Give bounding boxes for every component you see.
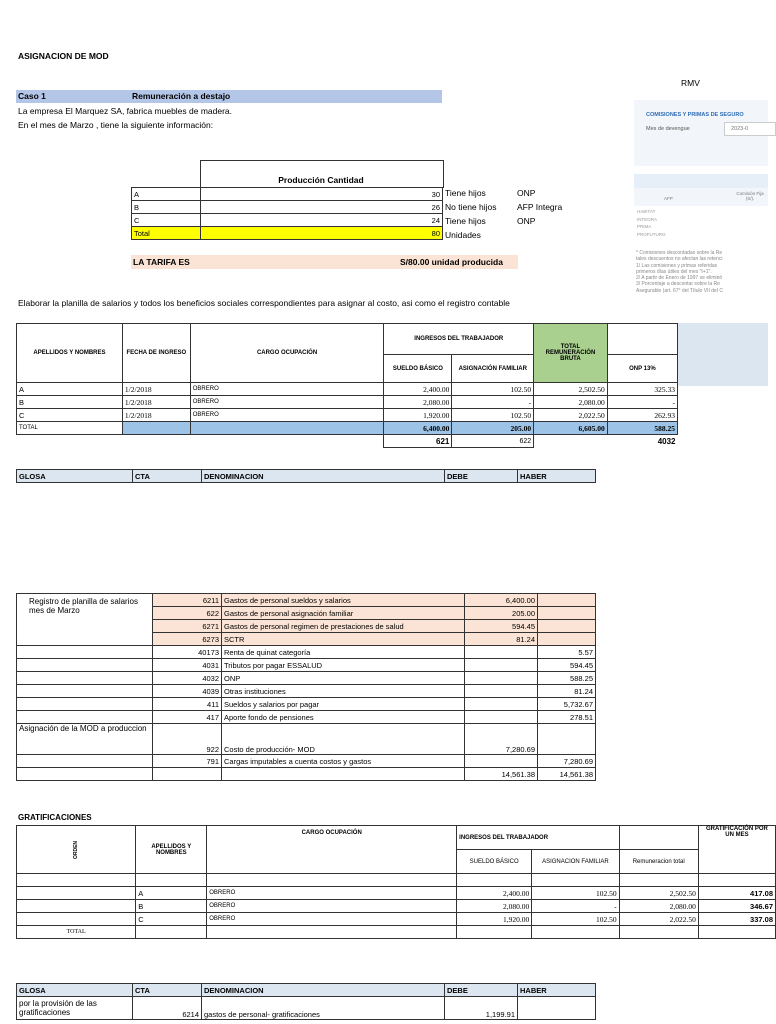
cell-total: 2,022.50 [534, 409, 608, 422]
cell-nombre: B [17, 396, 123, 409]
cell-cta: 4031 [153, 659, 222, 672]
cell-grat: 337.08 [698, 913, 775, 926]
prod-name: B [132, 201, 201, 214]
cell-cta: 40173 [153, 646, 222, 659]
tarifa-label: LA TARIFA ES [133, 257, 190, 267]
sistema-b: AFP Integra [517, 202, 563, 212]
cell-den: Tributos por pagar ESSALUD [222, 659, 465, 672]
cell-haber: 278.51 [538, 711, 596, 724]
h-nombres: APELLIDOS Y NOMBRES [136, 826, 207, 874]
h-asig: ASIGNACION FAMILIAR [532, 850, 619, 874]
sistema-a: ONP [517, 188, 536, 198]
col-afp: AFP [664, 196, 673, 201]
prod-name: A [132, 188, 201, 201]
note: * Comisiones descontadas sobre la Re [636, 250, 723, 256]
cell-debe [465, 646, 538, 659]
h-glosa: GLOSA [17, 470, 133, 483]
cell-den: Otras instituciones [222, 685, 465, 698]
cell-den: Costo de producción- MOD [222, 724, 465, 755]
cell-haber: 5,732.67 [538, 698, 596, 711]
note: 3/ Porcentaje a descontar sobre la Re [636, 281, 720, 288]
cta-row [17, 435, 678, 448]
cell-haber [538, 633, 596, 646]
total-debe: 14,561.38 [465, 768, 538, 781]
total-fill [122, 422, 190, 435]
cell-cargo: OBRERO [190, 409, 384, 422]
cell-onp: 262.93 [607, 409, 677, 422]
col-comision: Comisión Fija (S/). [736, 191, 764, 201]
total-fill [190, 422, 384, 435]
tarifa-value: S/80.00 unidad producida [400, 257, 503, 267]
table-row [17, 383, 678, 396]
grat-total-label: TOTAL [17, 926, 136, 939]
cell-fecha: 1/2/2018 [122, 409, 190, 422]
produccion-row [132, 201, 443, 214]
cell-onp: 325.33 [607, 383, 677, 396]
cell-den: Gastos de personal asignación familiar [222, 607, 465, 620]
h-total-bruta: TOTAL REMUNERACIÓN BRUTA [534, 324, 608, 383]
registro-row [17, 659, 596, 672]
cell-den: gastos de personal- gratificaciones [202, 997, 445, 1020]
prod-qty: 30 [201, 188, 443, 201]
rmv-label: RMV [681, 78, 700, 88]
cell-debe [465, 672, 538, 685]
grat-table [16, 825, 776, 939]
cta-asig: 622 [452, 435, 534, 448]
note: 2/ A partir de Enero de 1997 se eliminó [636, 275, 723, 282]
intro-line-2: En el mes de Marzo , tiene la siguiente información: [18, 120, 214, 130]
cell-cta: 4039 [153, 685, 222, 698]
cell-asig: 102.50 [452, 383, 534, 396]
table-row [17, 913, 776, 926]
h-fecha: FECHA DE INGRESO [122, 324, 190, 383]
onp-header-highlight [678, 323, 768, 386]
produccion-table [131, 187, 443, 240]
table-row [17, 900, 776, 913]
registro-row [17, 724, 596, 755]
cell-debe [465, 698, 538, 711]
planilla-table [16, 323, 678, 448]
cell-haber: 594.45 [538, 659, 596, 672]
cell-nombre: C [136, 913, 207, 926]
h-cargo: CARGO OCUPACIÓN [207, 826, 457, 874]
h-rem: Remuneracion total [619, 850, 698, 874]
cell-asig: 102.50 [532, 913, 619, 926]
cell-asig: - [532, 900, 619, 913]
cell-rem: 2,080.00 [619, 900, 698, 913]
h-grat: GRATIFICACIÓN POR UN MES [698, 826, 775, 874]
cell-onp: - [607, 396, 677, 409]
cell-rem: 2,022.50 [619, 913, 698, 926]
cell-sueldo: 2,080.00 [384, 396, 452, 409]
total-bruta: 6,605.00 [534, 422, 608, 435]
afp-col-header [634, 188, 768, 206]
cell-fecha: 1/2/2018 [122, 396, 190, 409]
cta-sueldo: 621 [384, 435, 452, 448]
cell-grat: 417.08 [698, 887, 775, 900]
cell-sueldo: 1,920.00 [457, 913, 532, 926]
cell-den: Gastos de personal sueldos y salarios [222, 594, 465, 607]
registro-row [17, 646, 596, 659]
cell-sueldo: 1,920.00 [384, 409, 452, 422]
cell-debe [465, 659, 538, 672]
produccion-row [132, 214, 443, 227]
cell-debe: 81.24 [465, 633, 538, 646]
prod-qty: 26 [201, 201, 443, 214]
cell-cta: 922 [153, 724, 222, 755]
h-onp-top [607, 324, 677, 355]
h-ingresos: INGRESOS DEL TRABAJADOR [457, 826, 619, 850]
hijos-b: No tiene hijos [445, 202, 497, 212]
h-haber: HABER [518, 470, 596, 483]
cell-cta: 6273 [153, 633, 222, 646]
total-row [17, 926, 776, 939]
cell-cta: 791 [153, 755, 222, 768]
cell-glosa: por la provisión de las gratificaciones [17, 997, 133, 1020]
prod-total: 80 [201, 227, 443, 240]
afp-header-bar [634, 174, 768, 188]
afp-item: PROFUTURO [637, 231, 666, 237]
cell-debe [465, 685, 538, 698]
prod-total-label: Total [132, 227, 201, 240]
cell-cta: 6214 [133, 997, 202, 1020]
cell-sueldo: 2,080.00 [457, 900, 532, 913]
cell-cta: 6211 [153, 594, 222, 607]
cta-onp: 4032 [657, 436, 676, 446]
cell-haber: 588.25 [538, 672, 596, 685]
cell-haber [538, 724, 596, 755]
total-onp: 588.25 [607, 422, 677, 435]
cell-cargo: OBRERO [190, 383, 384, 396]
glosa-row [17, 997, 596, 1020]
note: primeros días útiles del mes "t+1". [636, 268, 712, 275]
cell-cta: 411 [153, 698, 222, 711]
hijos-c: Tiene hijos [445, 216, 486, 226]
cell-haber: 7,280.69 [538, 755, 596, 768]
cell-grat: 346.67 [698, 900, 775, 913]
cell-rem: 2,502.50 [619, 887, 698, 900]
cell-asig: 102.50 [532, 887, 619, 900]
cell-den: Gastos de personal regimen de prestaciones de salud [222, 620, 465, 633]
intro-line-1: La empresa El Marquez SA, fabrica muebles de madera. [18, 106, 233, 116]
total-sueldo: 6,400.00 [384, 422, 452, 435]
registro-label: Registro de planilla de salarios mes de Marzo [17, 594, 153, 646]
cell-cargo: OBRERO [207, 900, 457, 913]
cell-den: ONP [222, 672, 465, 685]
cell-den: Aporte fondo de pensiones [222, 711, 465, 724]
cell-debe: 6,400.00 [465, 594, 538, 607]
cell-den: Sueldos y salarios por pagar [222, 698, 465, 711]
hijos-a: Tiene hijos [445, 188, 486, 198]
h-glosa: GLOSA [17, 984, 133, 997]
cell-den: Renta de quinat categoría [222, 646, 465, 659]
cell-sueldo: 2,400.00 [457, 887, 532, 900]
h-debe: DEBE [445, 984, 518, 997]
h-orden-text: ORDEN [73, 840, 80, 859]
note: Asegurable (art. 67° del Título VII del C [636, 287, 723, 294]
afp-item: INTEGRA [637, 216, 658, 222]
caso-label: Caso 1 [18, 91, 46, 101]
h-denominacion: DENOMINACION [202, 984, 445, 997]
cell-fecha: 1/2/2018 [122, 383, 190, 396]
page-title: ASIGNACION DE MOD [18, 51, 109, 61]
cell-total: 2,080.00 [534, 396, 608, 409]
cell-debe: 594.45 [465, 620, 538, 633]
cell-debe: 1,199.91 [445, 997, 518, 1020]
asignacion-label: Asignación de la MOD a produccion [17, 724, 153, 755]
mes-select[interactable]: 2023-0 [724, 122, 776, 136]
total-asig: 205.00 [452, 422, 534, 435]
cell-den: SCTR [222, 633, 465, 646]
produccion-row [132, 188, 443, 201]
side-notes [636, 250, 768, 294]
unidades-label: Unidades [445, 230, 481, 240]
instruccion: Elaborar la planilla de salarios y todos los beneficios sociales correspondientes para asignar al costo, asi como el registro contable [18, 298, 510, 308]
side-panel-title: COMISIONES Y PRIMAS DE SEGURO [646, 112, 744, 118]
table-row [17, 887, 776, 900]
afp-list [637, 208, 666, 238]
total-haber: 14,561.38 [538, 768, 596, 781]
note: tales descuentos no afectan las retenci [636, 256, 723, 263]
cell-debe: 7,280.69 [465, 724, 538, 755]
mes-label: Mes de devengue [646, 126, 690, 132]
cell-haber [538, 594, 596, 607]
afp-item: PRIMA [637, 224, 652, 229]
registro-row [17, 685, 596, 698]
table-row [17, 396, 678, 409]
cell-cargo: OBRERO [190, 396, 384, 409]
cell-asig: - [452, 396, 534, 409]
cell-asig: 102.50 [452, 409, 534, 422]
cell-haber [538, 620, 596, 633]
produccion-total-row [132, 227, 443, 240]
registro-row [17, 711, 596, 724]
prod-name: C [132, 214, 201, 227]
cell-total: 2,502.50 [534, 383, 608, 396]
h-sueldo: SUELDO BÁSICO [457, 850, 532, 874]
side-panel [634, 100, 768, 166]
total-row [17, 422, 678, 435]
produccion-header: Producción Cantidad [278, 175, 364, 185]
cell-nombre: C [17, 409, 123, 422]
cell-haber [538, 607, 596, 620]
h-haber: HABER [518, 984, 596, 997]
cell-debe [465, 711, 538, 724]
caso-titulo: Remuneración a destajo [132, 91, 231, 101]
cell-sueldo: 2,400.00 [384, 383, 452, 396]
sistema-c: ONP [517, 216, 536, 226]
cell-debe: 205.00 [465, 607, 538, 620]
h-ingresos: INGRESOS DEL TRABAJADOR [384, 324, 534, 355]
registro-row [17, 698, 596, 711]
cell-debe [465, 755, 538, 768]
registro-row [17, 755, 596, 768]
h-debe: DEBE [445, 470, 518, 483]
glosa-table-1 [16, 469, 596, 483]
cell-haber: 81.24 [538, 685, 596, 698]
registro-row [17, 672, 596, 685]
glosa-table-2 [16, 983, 596, 1020]
note: 1/ Las comisiones y primas referidas [636, 262, 718, 269]
h-cta: CTA [133, 984, 202, 997]
cell-cta: 417 [153, 711, 222, 724]
total-label: TOTAL [17, 422, 123, 435]
grat-title: GRATIFICACIONES [18, 813, 92, 822]
table-row [17, 409, 678, 422]
cell-cta: 4032 [153, 672, 222, 685]
cell-cargo: OBRERO [207, 913, 457, 926]
cell-cta: 6271 [153, 620, 222, 633]
cell-nombre: B [136, 900, 207, 913]
h-sueldo: SUELDO BÁSICO [384, 355, 452, 383]
h-nombres: APELLIDOS Y NOMBRES [17, 324, 123, 383]
cell-cargo: OBRERO [207, 887, 457, 900]
cell-den: Cargas imputables a cuenta costos y gastos [222, 755, 465, 768]
h-cargo: CARGO OCUPACIÓN [190, 324, 384, 383]
cell-nombre: A [136, 887, 207, 900]
registro-table [16, 593, 596, 781]
registro-total-row [17, 768, 596, 781]
h-denominacion: DENOMINACION [202, 470, 445, 483]
afp-item: HABITAT [637, 209, 656, 214]
h-onp: ONP 13% [607, 355, 677, 383]
cell-haber: 5.57 [538, 646, 596, 659]
h-orden [17, 826, 136, 874]
prod-qty: 24 [201, 214, 443, 227]
registro-row [17, 594, 596, 607]
cell-cta: 622 [153, 607, 222, 620]
cell-nombre: A [17, 383, 123, 396]
h-asig: ASIGNACIÓN FAMILIAR [452, 355, 534, 383]
h-cta: CTA [133, 470, 202, 483]
